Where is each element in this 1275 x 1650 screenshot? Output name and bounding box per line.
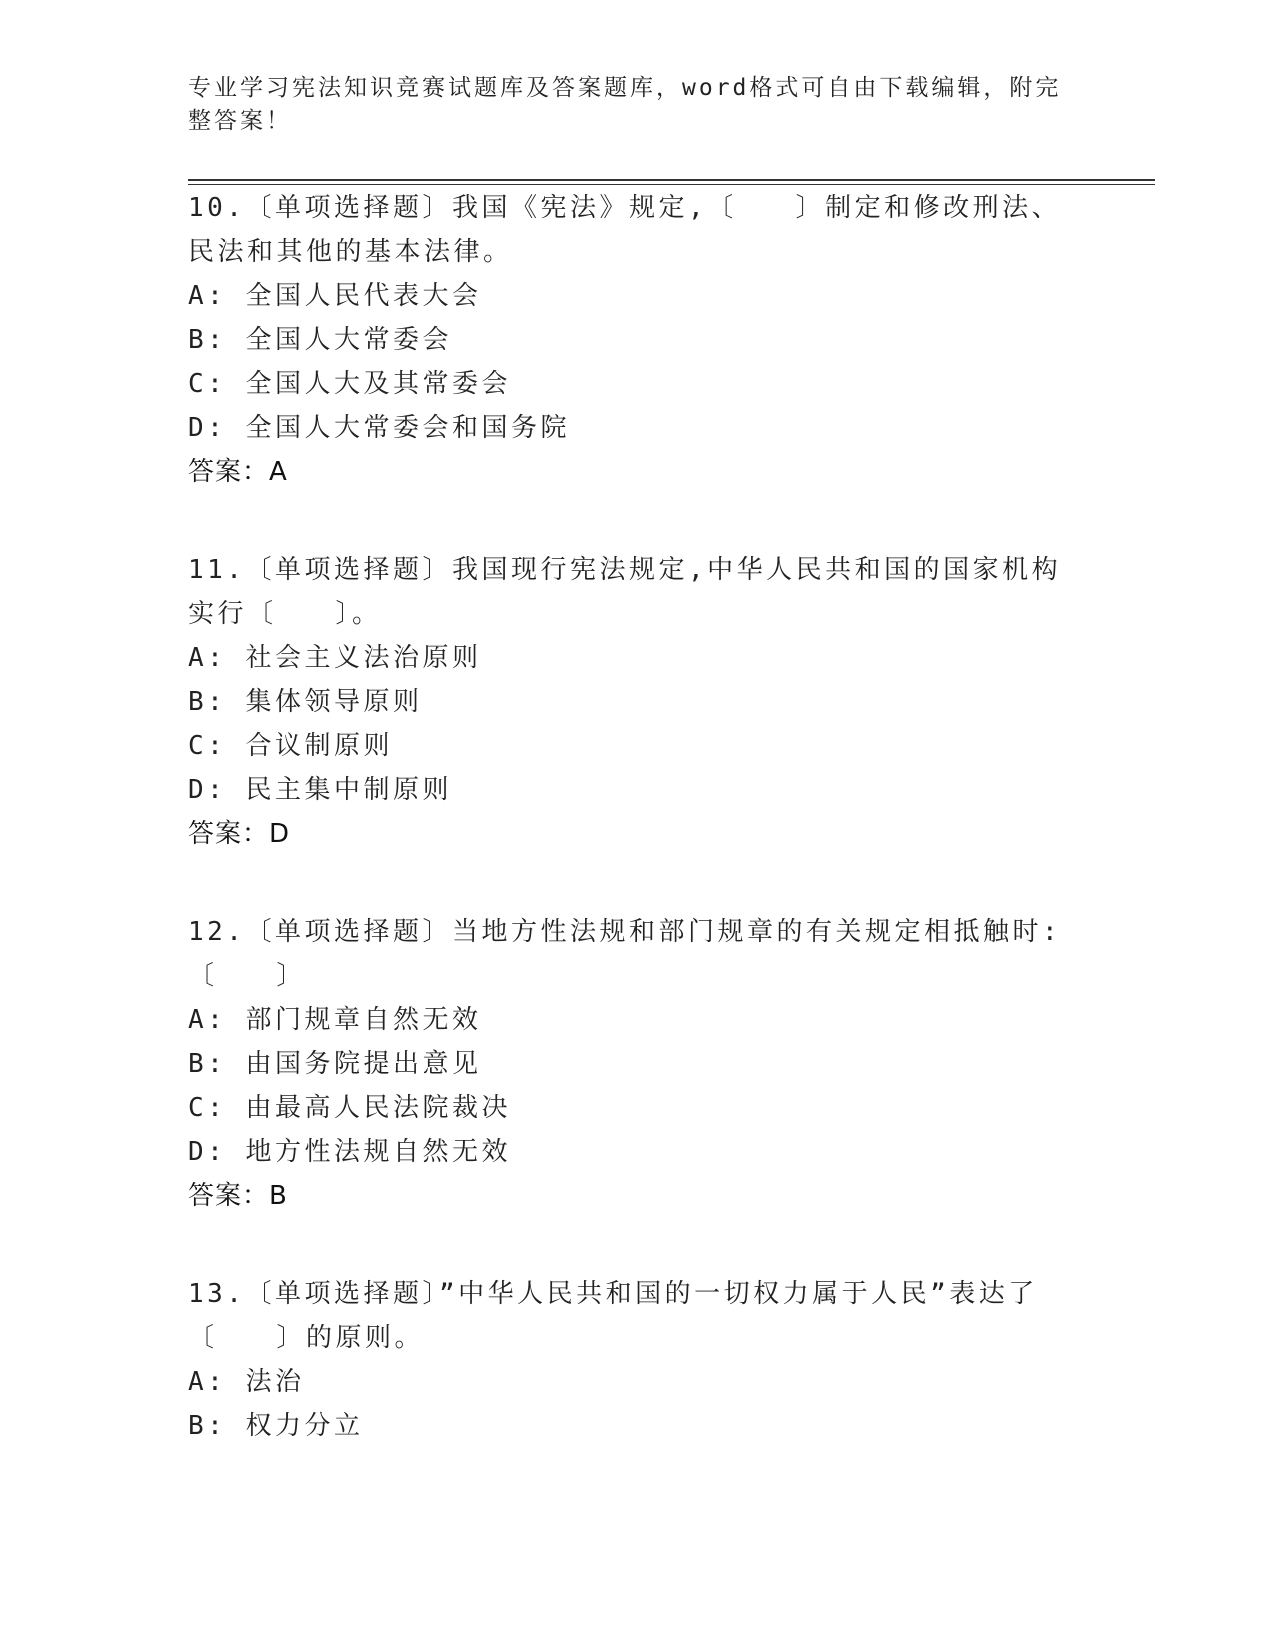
answer-text: 答案：B: [188, 1181, 288, 1211]
question-13: [188, 1272, 1088, 1448]
question-text: 10.〔单项选择题〕我国《宪法》规定,〔 〕制定和修改刑法、民法和其他的基本法律。: [188, 193, 1062, 267]
header-divider-thick: [188, 179, 1155, 181]
answer-text: 答案：A: [188, 457, 288, 487]
question-text: 13.〔单项选择题〕”中华人民共和国的一切权力属于人民”表达了〔 〕的原则。: [188, 1279, 1038, 1353]
option-a: A: 全国人民代表大会: [188, 281, 482, 311]
question-text: 11.〔单项选择题〕我国现行宪法规定,中华人民共和国的国家机构实行〔 〕。: [188, 555, 1062, 629]
question-10: [188, 186, 1088, 494]
option-a: A: 法治: [188, 1367, 305, 1397]
question-11: [188, 548, 1088, 856]
option-b: B: 权力分立: [188, 1411, 364, 1441]
option-c: C: 全国人大及其常委会: [188, 369, 511, 399]
option-c: C: 合议制原则: [188, 731, 393, 761]
header-divider-thin: [188, 184, 1155, 185]
option-b: B: 由国务院提出意见: [188, 1049, 482, 1079]
option-d: D: 全国人大常委会和国务院: [188, 413, 570, 443]
option-d: D: 民主集中制原则: [188, 775, 452, 805]
question-text: 12.〔单项选择题〕当地方性法规和部门规章的有关规定相抵触时:〔 〕: [188, 917, 1062, 991]
option-d: D: 地方性法规自然无效: [188, 1137, 511, 1167]
question-12: [188, 910, 1088, 1218]
answer-text: 答案：D: [188, 819, 291, 849]
option-a: A: 社会主义法治原则: [188, 643, 482, 673]
option-b: B: 集体领导原则: [188, 687, 423, 717]
document-intro: 专业学习宪法知识竞赛试题库及答案题库，word格式可自由下载编辑，附完整答案！: [188, 75, 1062, 134]
option-a: A: 部门规章自然无效: [188, 1005, 482, 1035]
option-b: B: 全国人大常委会: [188, 325, 452, 355]
option-c: C: 由最高人民法院裁决: [188, 1093, 511, 1123]
